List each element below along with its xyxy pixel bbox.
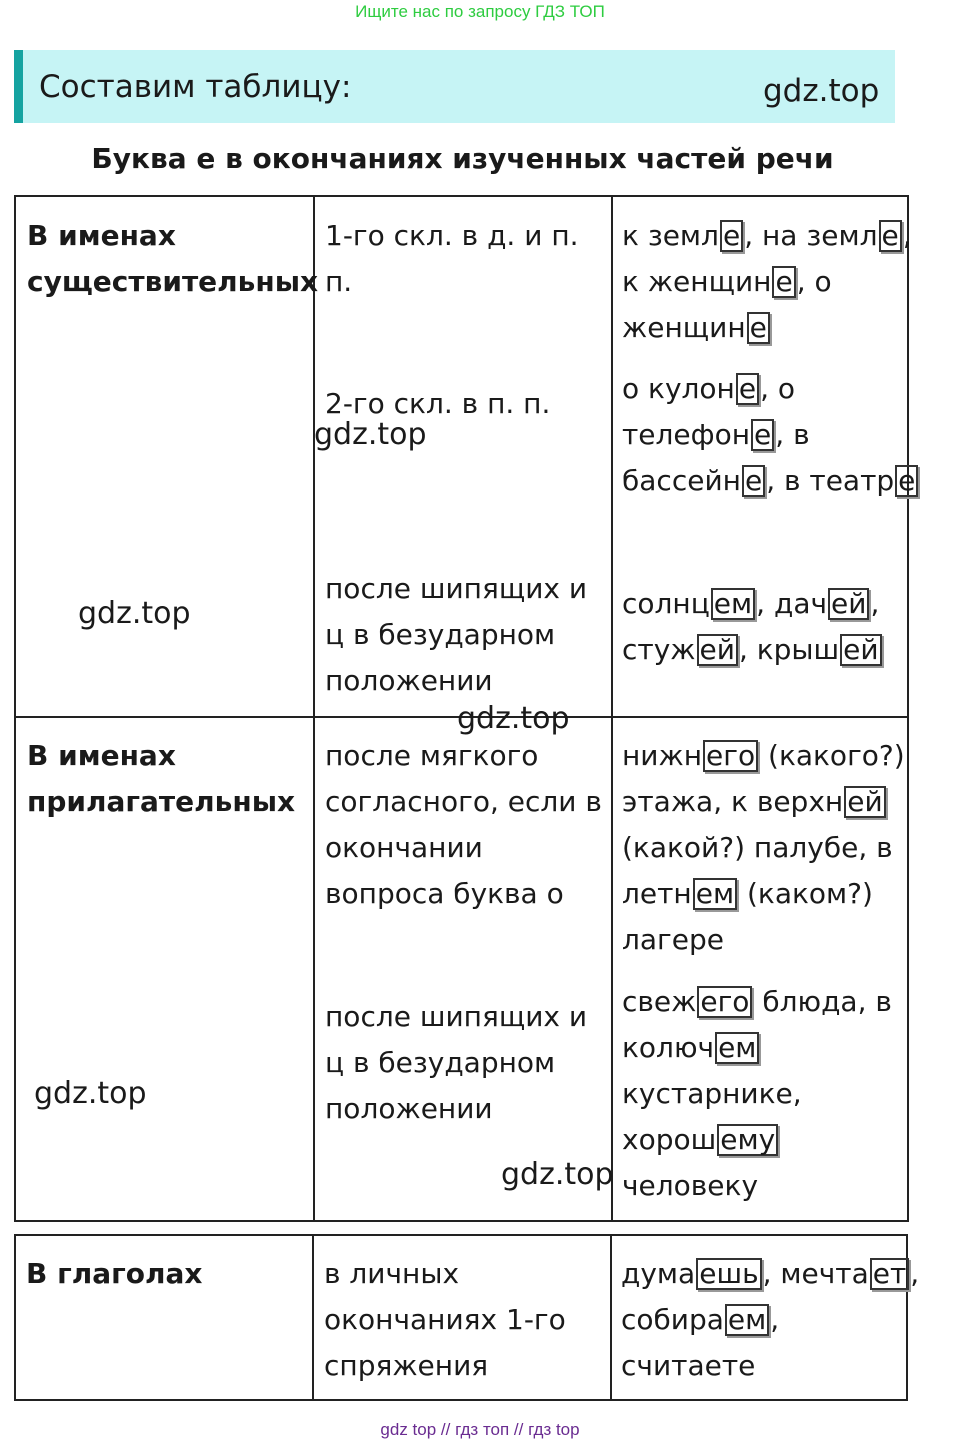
ending-box: е [736, 373, 759, 405]
watermark: gdz.top [501, 1157, 614, 1192]
text-line: В глаголах [26, 1257, 203, 1290]
text-line: человеку [622, 1169, 759, 1202]
adjectives-category [27, 733, 295, 825]
ending-box: ет [870, 1258, 910, 1290]
column-divider [610, 1236, 612, 1399]
nouns-rule-3 [325, 566, 587, 704]
ending-box: е [895, 465, 918, 497]
ending-box: ей [828, 588, 869, 620]
watermark: gdz.top [78, 596, 191, 631]
text-line: после мягкого [325, 739, 539, 772]
ending-box: ему [717, 1124, 778, 1156]
nouns-examples-1 [622, 213, 912, 351]
text-line: прилагательных [27, 785, 296, 818]
ending-box: ешь [696, 1258, 761, 1290]
adjectives-rule-2 [325, 994, 587, 1132]
ending-box: е [720, 220, 743, 252]
watermark: gdz.top [457, 701, 570, 736]
watermark: gdz.top [34, 1076, 147, 1111]
text-line: к женщин е , о [622, 265, 832, 298]
ending-box: ем [715, 1032, 759, 1064]
text-line: (какой?) палубе, в [622, 831, 893, 864]
text-line: телефон е , в [622, 418, 810, 451]
text-line: ц в безударном [325, 618, 556, 651]
verbs-category [26, 1251, 202, 1297]
text-line: к земл е , на земл е , [622, 219, 912, 252]
text-line: положении [325, 1092, 493, 1125]
text-line: 1-го скл. в д. и п. [325, 219, 579, 252]
text-line: кустарнике, [622, 1077, 802, 1110]
header-watermark: gdz.top [763, 73, 880, 109]
ending-box: ем [711, 588, 755, 620]
ending-box: е [742, 465, 765, 497]
text-line: считаете [621, 1349, 756, 1382]
column-divider [313, 197, 315, 1220]
table-title: Буква е в окончаниях изученных частей речи [91, 142, 834, 175]
ending-box: е [772, 266, 795, 298]
text-line: летн ем (каком?) [622, 877, 873, 910]
watermark: gdz.top [314, 417, 427, 452]
text-line: окончании [325, 831, 483, 864]
adjectives-rule-1 [325, 733, 602, 917]
ending-box: ей [697, 634, 738, 666]
text-line: 2-го скл. в п. п. [325, 387, 551, 420]
ending-box: его [703, 740, 758, 772]
nouns-examples-2 [622, 366, 919, 504]
section-header [14, 50, 895, 123]
text-line: нижн его (какого?) [622, 739, 905, 772]
text-line: в личных [324, 1257, 460, 1290]
text-line: стуж ей , крыш ей [622, 627, 883, 673]
text-line: солнц ем , дач ей , [622, 587, 880, 620]
text-line: бассейн е , в театр е [622, 458, 919, 504]
text-line: вопроса буква о [325, 877, 564, 910]
text-line: п. [325, 265, 353, 298]
ending-box: ем [693, 878, 737, 910]
text-line: согласного, если в [325, 785, 602, 818]
text-line: лагере [622, 923, 724, 956]
top-banner: Ищите нас по запросу ГДЗ ТОП [355, 2, 605, 21]
text-line: В именах [27, 739, 176, 772]
text-line: женщин е [622, 305, 912, 351]
section-title: Составим таблицу: [39, 69, 352, 105]
ending-box: ей [844, 786, 885, 818]
text-line: о кулон е , о [622, 372, 796, 405]
nouns-rule-1 [325, 213, 579, 305]
text-line: положении [325, 664, 493, 697]
text-line: окончаниях 1-го [324, 1303, 566, 1336]
ending-box: его [697, 986, 752, 1018]
text-line: хорош ему [622, 1117, 892, 1163]
ending-box: ем [725, 1304, 769, 1336]
ending-box: ей [840, 634, 881, 666]
ending-box: е [879, 220, 902, 252]
ending-box: е [747, 312, 770, 344]
column-divider [312, 1236, 314, 1399]
text-line: спряжения [324, 1349, 489, 1382]
verbs-table [14, 1234, 920, 1401]
text-line: ц в безударном [325, 1046, 556, 1079]
text-line: свеж его блюда, в [622, 985, 892, 1018]
text-line: дума ешь , мечта ет , [621, 1257, 920, 1290]
nouns-category [27, 213, 318, 305]
text-line: этажа, к верхн ей [622, 779, 905, 825]
nouns-examples-3 [622, 581, 883, 673]
verbs-examples [621, 1251, 919, 1389]
text-line: существительных [27, 265, 319, 298]
text-line: после шипящих и [325, 1000, 588, 1033]
text-line: В именах [27, 219, 176, 252]
text-line: колюч ем [622, 1025, 892, 1071]
verbs-rule [324, 1251, 566, 1389]
text-line: после шипящих и [325, 572, 588, 605]
column-divider [611, 197, 613, 1220]
adjectives-examples-2 [622, 979, 892, 1209]
footer-links: gdz top // гдз топ // гдз top [380, 1420, 580, 1439]
text-line: собира ем , [621, 1303, 780, 1336]
adjectives-examples-1 [622, 733, 905, 963]
ending-box: е [751, 419, 774, 451]
